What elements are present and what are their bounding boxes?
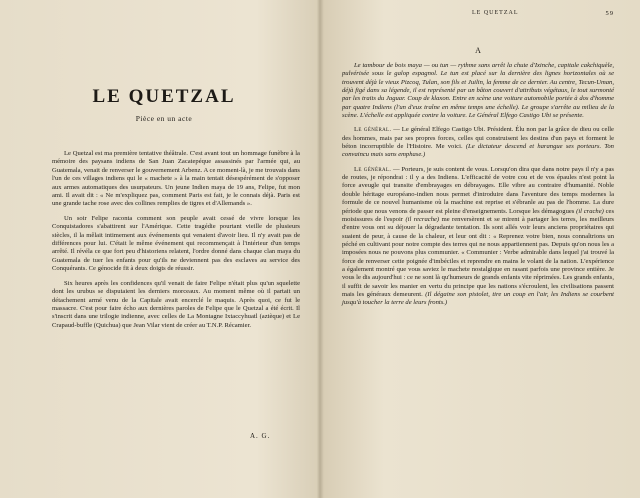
preface-paragraph: Le Quetzal est ma première tentative théâtrale. C'est avant tout un hommage funèbre à la mémoire des paysans indiens de San Juan Zacatepéque assassinés par l'armée qui, au Guatemala, venait de renverser le gouvernement Arbenz. A ce moment-là, je me trouvais dans l'un de ces villages indiens qui le « machete » à la main tentait désespérément de s'opposer aux armes automatiques des usurpateurs. Un jeune Indien maya de 19 ans, Felipe, fut mon ami. Il avait dit : « Ne m'expliquez pas, comment Paris est fait, je le connais déjà. Paris est une grande tache rose avec des collines remplies de tigres et d'Allemands ». [52, 150, 300, 208]
stage-direction-inline: (Le dictateur descend et harangue ses porteurs. Ton convaincu mais sans emphase.) [342, 143, 614, 159]
section-heading: A [475, 46, 481, 55]
play-title: LE QUETZAL [92, 86, 236, 107]
speech-text: — Porteurs, je suis content de vous. Lorsqu'on dira que dans notre pays il n'y a pas de routes, je répondrai : il y a des Indiens. L'efficacité de votre cou et de vos épaules n'est point la force aveugle qui transite d'embrayages en débrayages. Elle vibre au contraire d'humanité. Noble double héritage européano-indien nous permet d'introduire dans l'aventure des temps modernes la formule de ce nouvel humanisme où la machine est reprise et s'ébranle au pas de l'homme. La dure période que nous venons de passer est pleine d'enseignements. Lorsque les démagogues [342, 165, 614, 215]
stage-direction-inline: (Il dégaine son pistolet, tire un coup en l'air, les Indiens se courbent jusqu'à toucher la terre de leurs fronts.) [342, 290, 614, 307]
speech-text: — Le général Elfego Castigo Ubi. Président. Élu non par la grâce de dieu ou celle des hommes, mais par ses propres forces, celles qui construisent les destins d'un pays et forment le béton incorruptible de l'Histoire. Me voici. [342, 126, 614, 151]
speech-text: ces moisissures de l'espoir [342, 207, 615, 223]
stage-direction-inline: (il crache) [576, 207, 604, 215]
preface-text [52, 150, 300, 336]
speaker-name: Le général. [354, 165, 392, 173]
author-signature: A. G. [250, 432, 271, 440]
running-title: LE QUETZAL [472, 10, 519, 16]
page-number: 59 [605, 10, 614, 17]
speech-text: me renversèrent et se mirent à partager les terres, les meilleurs d'entre vous ont su déjouer la dégradante tentation. Ils sont allés voir leurs anciens propriétaires qui suaient de peur, à cause de la chaleur, et leur ont dit : « Reprenez votre bien, nous connaîtrions un péché en cultivant pour notre compte des terres qui ne nous appartiennent pas. Depuis qu'on nous les a imposées nous ne pouvons plus communier. « Communier : Verbe admirable dans lequel j'ai trouvé la force de renverser cette poignée d'imbéciles et reprendre en mains le volant de la nation. L'expérience a également montré que vous saviez le machete nostalgique en rasant parfois une province entière. Je vous le dis aujourd'hui : ce ne sont là qu'humeurs de grands enfants vite réprimées. Les grands enfants, il suffit de savoir les manier en vertu du principe que les nations s'écroulent, les civilisations passent mais les généraux demeurent. [342, 215, 614, 298]
play-text [342, 62, 614, 314]
stage-direction-inline: (il recrache) [405, 215, 440, 223]
preface-paragraph: Un soir Felipe raconta comment son peuple avait cessé de vivre lorsque les Conquistadores s'abattirent sur l'Amérique. Cette tragédie pourtant vieille de plusieurs siècles, il la mêlait intimement aux événements qui venaient d'avoir lieu. Il n'y avait pas de différences pour lui. C'était le même événement qui recommençait à l'intérieur d'un temps arrêté. Il révéla ce que fort peu d'historiens relatent, l'ordre donné dans chaque clan maya du Guatemala de tuer les enfants pour qu'ils ne deviennent pas des esclaves au service des Conquérants. Ce génocide fit à deux doigts de réussir. [52, 214, 300, 273]
preface-paragraph: Six heures après les confidences qu'il venait de faire Felipe n'était plus qu'un squelette dont les urubus se disputaient les derniers morceaux. Au moment même où il partait un détachement armé venu de la Capitale avait encerclé le maquis. Après quoi, ce fut le massacre. C'est pour faire écho aux dernières paroles de Felipe que le Quetzal a été écrit. Il s'inscrit dans une trilogie indienne, avec celles de La Montagne Ixtaccyhuatl (aztèque) et Le Crapaud-buffle (Quichua) que Jean Vilar vient de créer au T.N.P. Récamier. [52, 279, 300, 329]
speech [342, 126, 614, 159]
speaker-name: Le général. [354, 126, 392, 134]
speech [342, 166, 614, 308]
right-page [320, 0, 640, 498]
stage-direction: Le tambour de bois maya — ou tun — rythme sans arrêt la chute d'Ixinche, capitale cakchiquèle, pulvérisée sous le galop espagnol. Le tun est placé sur la dernière des lignes horizontales où se trouvent déjà le vieux Pizcoq, Tulan, son fils et Juilin, la femme de ce dernier. Au centre, Tecun-Uman, déjà figé dans sa légende, il est représenté par un bâton couvert d'attributs végétaux, le tout surmonté par les traits du Jaguar. Coup de klaxon. Entre en scène une voiture automobile portée à dos d'homme par quatre Indiens (l'un d'eux traîne en même temps une échelle). Le groupe s'arrête au milieu de la scène. L'échelle est appliquée contre la voiture. Le Général Elfego Castigo Ubi se présente. [342, 62, 614, 120]
play-subtitle: Pièce en un acte [135, 114, 193, 123]
